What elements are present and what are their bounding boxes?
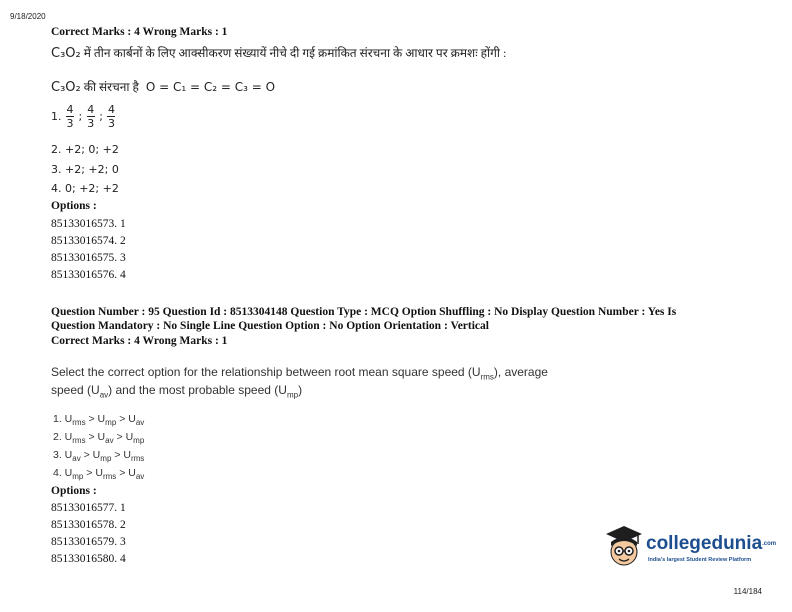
subscript: rms (72, 436, 86, 446)
q95-option-id-2: 85133016578. 2 (51, 519, 126, 531)
q94-option-id-4: 85133016576. 4 (51, 269, 126, 281)
subscript: rms (480, 372, 494, 382)
subscript: av (72, 454, 81, 464)
q95-option-1: 1. $U_{rms} > U_{mp} > U_{av}$ (53, 413, 145, 428)
option-num: 3. (53, 449, 62, 461)
collegedunia-logo (602, 522, 646, 575)
q94-option-1 (51, 104, 116, 129)
stem-text: Select the correct option for the relationship between root mean square speed (U (51, 365, 481, 379)
q95-option-id-3: 85133016579. 3 (51, 536, 126, 548)
q94-option-2: 2. +2; 0; +2 (51, 143, 119, 156)
stem-text: ) and the most probable speed (U (108, 383, 287, 397)
print-date: 9/18/2020 (10, 12, 46, 21)
q94-option-4: 4. 0; +2; +2 (51, 182, 119, 195)
q95-option-4: 4. $U_{mp} > U_{rms} > U_{av}$ (53, 467, 145, 482)
q94-structure-formula: C₃O₂ (51, 80, 81, 95)
fraction-denominator: 3 (107, 117, 115, 130)
subscript: av (135, 418, 145, 428)
q95-option-id-1: 85133016577. 1 (51, 502, 126, 514)
fraction-denominator: 3 (66, 117, 74, 130)
q94-marks: Correct Marks : 4 Wrong Marks : 1 (51, 26, 228, 38)
q94-option-3: 3. +2; +2; 0 (51, 163, 119, 176)
logo-wordmark (646, 533, 776, 555)
subscript: rms (130, 454, 145, 464)
q94-stem (51, 44, 506, 61)
q95-header-line-2: Question Mandatory : No Single Line Question Option : No Option Orientation : Vertical (51, 320, 489, 332)
fraction (66, 104, 74, 129)
q94-option-id-1: 85133016573. 1 (51, 218, 126, 230)
subscript: rms (72, 418, 86, 428)
subscript: av (135, 472, 145, 482)
subscript: mp (72, 472, 84, 482)
q95-marks: Correct Marks : 4 Wrong Marks : 1 (51, 335, 228, 347)
fraction-numerator: 4 (107, 103, 115, 116)
mascot-icon (602, 522, 646, 570)
q94-option-1-num: 1. (51, 110, 62, 123)
q95-option-id-4: 85133016580. 4 (51, 553, 126, 565)
q94-option-id-3: 85133016575. 3 (51, 252, 126, 264)
q95-option-3: 3. $U_{av} > U_{mp} > U_{rms}$ (53, 449, 145, 464)
page-number: 114/184 (733, 587, 762, 596)
fraction-numerator: 4 (87, 103, 95, 116)
logo-name: collegedunia (646, 533, 763, 554)
subscript: mp (100, 454, 112, 464)
subscript: mp (133, 436, 145, 446)
q95-stem-line-2 (51, 381, 302, 404)
stem-text: speed (U (51, 383, 100, 397)
fraction-numerator: 4 (66, 103, 74, 116)
subscript: mp (105, 418, 117, 428)
subscript: rms (102, 472, 117, 482)
fraction (87, 104, 95, 129)
logo-tagline: India's largest Student Review Platform (648, 557, 752, 563)
q94-structure-eq: O = C₁ = C₂ = C₃ = O (145, 80, 276, 94)
subscript: av (105, 436, 114, 446)
fraction-denominator: 3 (87, 117, 95, 130)
q94-options-label: Options : (51, 200, 97, 212)
stem-text: ) (298, 383, 303, 397)
separator: ; (78, 110, 83, 123)
stem-text: ), average (493, 365, 548, 379)
q94-structure-text: की संरचना है (83, 80, 139, 94)
option-num: 1. (53, 413, 62, 425)
option-num: 2. (53, 431, 62, 443)
q95-options-label: Options : (51, 485, 97, 497)
separator: ; (99, 110, 103, 123)
q94-option-id-2: 85133016574. 2 (51, 235, 126, 247)
subscript: av (99, 390, 109, 400)
q95-header-line-1: Question Number : 95 Question Id : 8513304148 Question Type : MCQ Option Shuffling : No Display Question Number : Yes Is (51, 306, 677, 318)
subscript: mp (286, 390, 299, 400)
q95-option-2: 2. $U_{rms} > U_{av} > U_{mp}$ (53, 431, 145, 446)
fraction (107, 104, 115, 129)
q94-stem-formula: C₃O₂ (51, 46, 81, 61)
q94-stem-text: में तीन कार्बनों के लिए आक्सीकरण संख्यायें नीचे दी गई क्रमांकित संरचना के आधार पर क्रमशः होंगी : (83, 46, 507, 60)
option-num: 4. (53, 467, 62, 479)
logo-suffix: .com (762, 540, 777, 547)
q94-structure (51, 78, 275, 95)
